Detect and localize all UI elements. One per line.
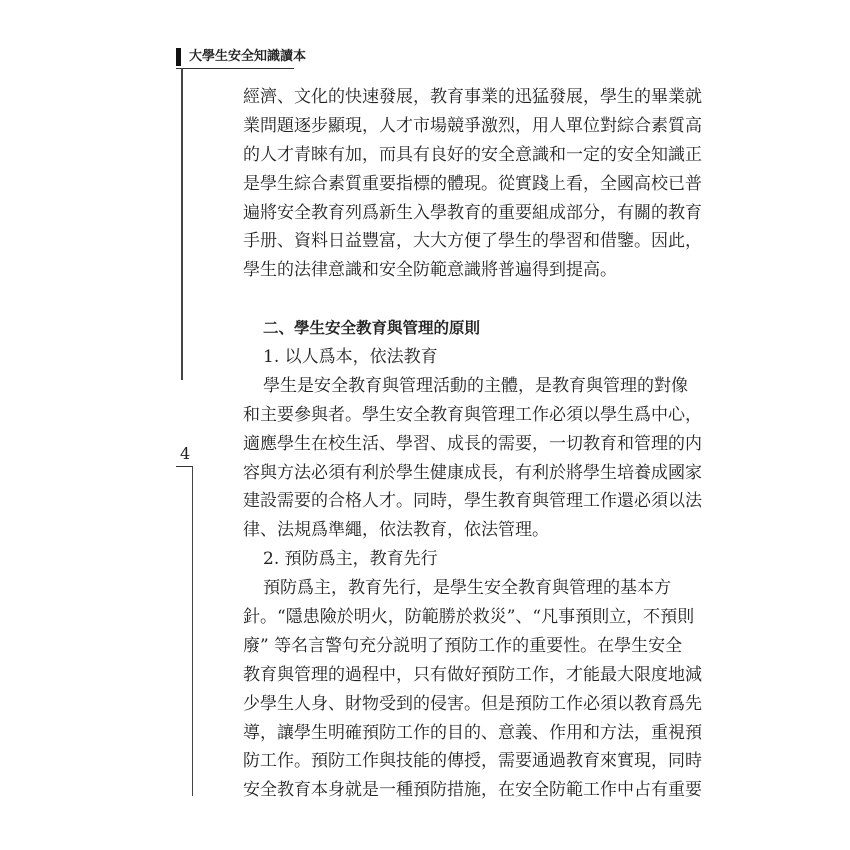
text-line: 教育與管理的過程中，只有做好預防工作，才能最大限度地減: [243, 664, 702, 685]
text-line: 是學生綜合素質重要指標的體現。從實踐上看，全國高校已普: [243, 173, 702, 194]
text-line: 學生的法律意識和安全防範意識將普遍得到提高。: [243, 260, 617, 281]
text-line: 手册、資料日益豐富，大大方便了學生的學習和借鑒。因此，: [243, 231, 702, 252]
text-line: 廢” 等名言警句充分説明了預防工作的重要性。在學生安全: [243, 635, 683, 656]
text-line: 預防爲主，教育先行，是學生安全教育與管理的基本方: [263, 578, 671, 599]
page-number: 4: [180, 444, 191, 463]
text-line: 學生是安全教育與管理活動的主體，是教育與管理的對像: [263, 375, 688, 396]
text-line: 針。“隱患險於明火，防範勝於救災”、“凡事預則立，不預則: [243, 607, 695, 628]
text-line: 律、法規爲準繩，依法教育，依法管理。: [243, 520, 549, 541]
text-line: 導，讓學生明確預防工作的目的、意義、作用和方法，重視預: [243, 722, 702, 743]
subheading: 1. 以人爲本，依法教育: [263, 347, 438, 368]
body-text: [243, 83, 702, 805]
text-line: 遍將安全教育列爲新生入學教育的重要組成部分，有關的教育: [243, 202, 702, 223]
page-number-rule: [176, 466, 193, 467]
margin-rule-bottom: [192, 466, 193, 796]
text-line: 建設需要的合格人才。同時，學生教育與管理工作還必須以法: [243, 491, 702, 512]
section-heading: 二、學生安全教育與管理的原則: [263, 319, 481, 338]
running-head: 大學生安全知識讀本: [176, 48, 306, 66]
text-line: 適應學生在校生活、學習、成長的需要，一切教育和管理的内: [243, 433, 702, 454]
text-line: 和主要參與者。學生安全教育與管理工作必須以學生爲中心，: [243, 404, 702, 425]
text-line: 業問題逐步顯現，人才市場競爭激烈，用人單位對綜合素質高: [243, 115, 702, 136]
paragraph-gap: [243, 285, 656, 314]
text-line: 少學生人身、財物受到的侵害。但是預防工作必須以教育爲先: [243, 693, 702, 714]
subheading: 2. 預防爲主，教育先行: [263, 549, 438, 570]
text-line: 經濟、文化的快速發展，教育事業的迅猛發展，學生的畢業就: [243, 87, 702, 107]
text-line: 的人才青睞有加，而具有良好的安全意識和一定的安全知識正: [243, 144, 702, 165]
text-line: 容與方法必須有利於學生健康成長，有利於將學生培養成國家: [243, 462, 702, 483]
text-line: 安全教育本身就是一種預防措施，在安全防範工作中占有重要: [243, 780, 702, 801]
text-line: 防工作。預防工作與技能的傳授，需要通過教育來實現，同時: [243, 751, 702, 772]
margin-rule-top: [181, 68, 183, 380]
header-rule: [176, 68, 294, 69]
